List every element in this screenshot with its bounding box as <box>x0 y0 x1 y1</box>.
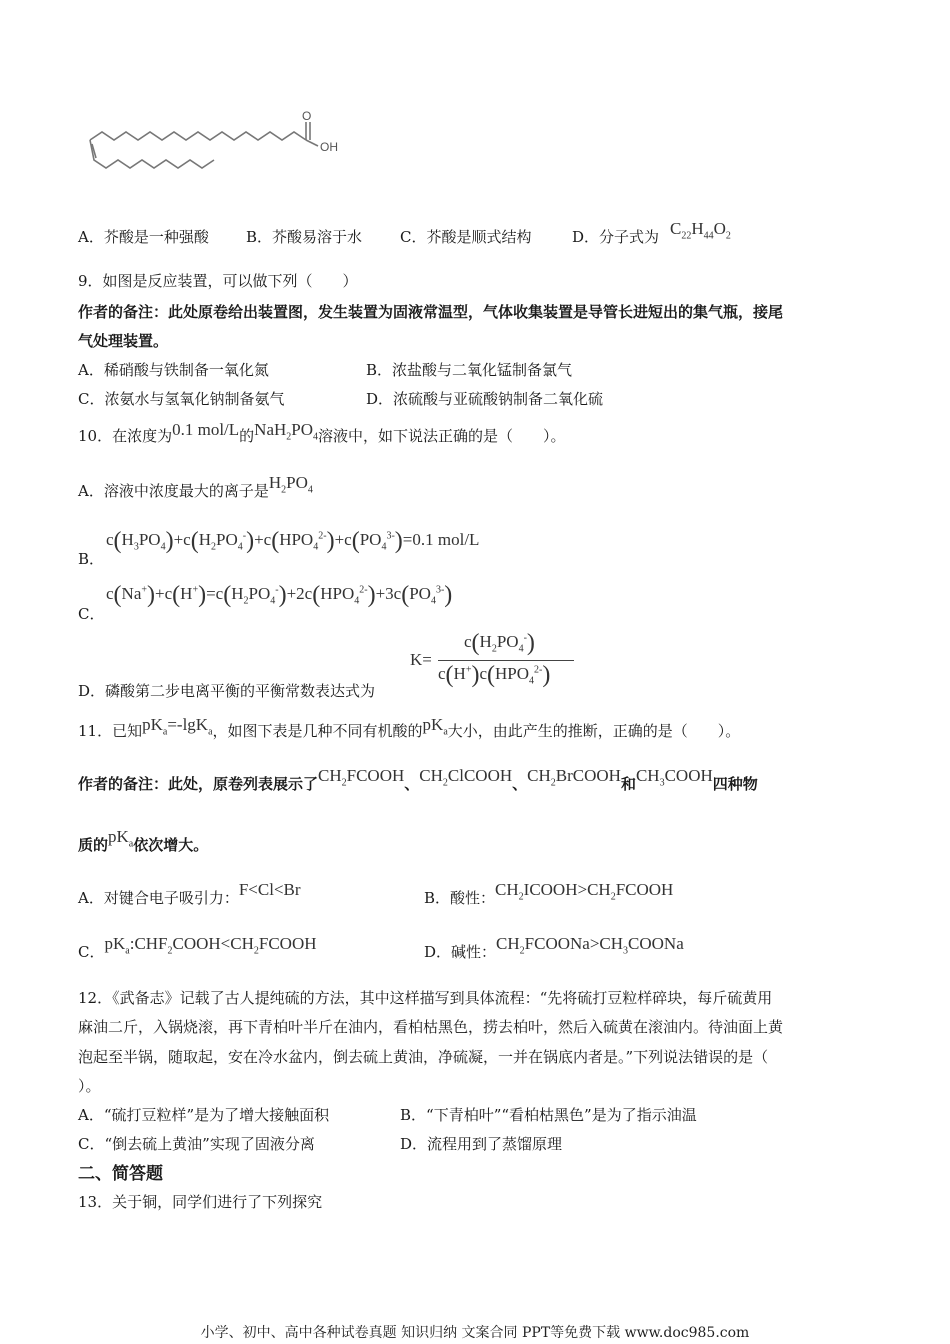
q9-option-d: D．浓硫酸与亚硫酸钠制备二氧化硫 <box>366 390 604 408</box>
q12-option-a: A．“硫打豆粒样”是为了增大接触面积 <box>78 1106 330 1124</box>
q10-equation-b: $c(H_3PO_4)+c(H_2PO_4^-)+c(HPO_4^{2-})+c(PO_4^{3-})=0.1$ mol/L <box>106 528 480 554</box>
q11-option-a: A．对键合电子吸引力：F<Cl<Br <box>78 880 301 907</box>
q12-line3: 泡起至半锅，随取起，安在冷水盆内，倒去硫上黄油，净硫凝，一并在锅底内者是。”下列说法错误的是（ <box>78 1048 769 1066</box>
q11-stem: 11．已知$pK_a=-\lg K_a$，如图下表是几种不同有机酸的$pK_a$大小，由此产生的推断，正确的是（ ）。 <box>78 715 741 740</box>
ion-formula: $H_2PO_4$ <box>268 473 313 496</box>
carbon-chain-lower <box>90 140 214 168</box>
q9-option-b: B．浓盐酸与二氧化锰制备氯气 <box>366 361 573 379</box>
q12-line2: 麻油二斤，入锅烧滚，再下青柏叶半斤在油内，看柏枯黑色，捞去柏叶，然后入硫黄在滚油内。待油面上黄 <box>78 1018 784 1036</box>
section-heading: 二、简答题 <box>78 1164 163 1184</box>
q12-option-b: B．“下青柏叶”“看柏枯黑色”是为了指示油温 <box>400 1106 697 1124</box>
q10-stem: 10．在浓度为0.1 mol/L的$NaH_2PO_4$溶液中，如下说法正确的是（ ）。 <box>78 420 566 445</box>
q8-option-b: B．芥酸易溶于水 <box>246 228 363 246</box>
oxygen-label: O <box>302 109 312 123</box>
carbon-chain-upper <box>90 132 306 140</box>
q10-option-c: C． <box>78 605 105 623</box>
q12-line1: 12．《武备志》记载了古人提纯硫的方法，其中这样描写到具体流程：“先将硫打豆粒样碎块，每斤硫黄用 <box>78 989 773 1007</box>
q10-option-b: B． <box>78 550 105 568</box>
concentration-value: 0.1 mol/L <box>172 420 240 439</box>
erucic-acid-structure <box>80 108 370 188</box>
hydroxyl-label: OH <box>320 140 338 154</box>
q8-option-d: D．分子式为 $C_{22}H_{44}O_2$ <box>572 219 731 246</box>
q10-option-d: D．磷酸第二步电离平衡的平衡常数表达式为 <box>78 682 376 700</box>
q10-option-a: A．溶液中浓度最大的离子是$H_2PO_4$ <box>78 473 313 500</box>
q8-option-c: C．芥酸是顺式结构 <box>400 228 532 246</box>
q12-option-c: C．“倒去硫上黄油”实现了固液分离 <box>78 1135 315 1153</box>
q13-stem: 13．关于铜，同学们进行了下列探究 <box>78 1193 323 1211</box>
q12-option-d: D．流程用到了蒸馏原理 <box>400 1135 563 1153</box>
q8-option-a: A．芥酸是一种强酸 <box>78 228 209 246</box>
q12-line4: ）。 <box>78 1077 101 1095</box>
q9-option-a: A．稀硝酸与铁制备一氧化氮 <box>78 361 269 379</box>
q9-note-line1: 作者的备注：此处原卷给出装置图，发生装置为固液常温型，气体收集装置是导管长进短出的集气瓶，接尾 <box>78 303 784 321</box>
salt-formula: $NaH_2PO_4$ <box>254 420 319 443</box>
q11-note-line1: 作者的备注：此处，原卷列表展示了$CH_2FCOOH$、$CH_2ClCOOH$、$CH_2BrCOOH$和$CH_3COOH$四种物 <box>78 766 758 793</box>
q11-note-line2: 质的$pK_a$依次增大。 <box>78 827 209 854</box>
q9-option-c: C．浓氨水与氢氧化钠制备氨气 <box>78 390 285 408</box>
q11-option-c: C．$pK_a:CHF_2COOH<CH_2FCOOH$ <box>78 934 317 961</box>
equilibrium-constant: K= $c(H_2PO_4^-)$ $c(H^+)c(HPO_4^{2-})$ <box>410 630 580 690</box>
q11-option-b: B．酸性：$CH_2ICOOH>CH_2FCOOH$ <box>424 880 674 907</box>
q10-equation-c: $c(Na^+)+c(H^+)=c(H_2PO_4^-)+2c(HPO_4^{2-})+3c(PO_4^{3-})$ <box>106 582 453 608</box>
page-footer[interactable]: 小学、初中、高中各种试卷真题 知识归纳 文案合同 PPT等免费下载 www.doc985.com <box>200 1325 750 1341</box>
q11-option-d: D．碱性：$CH_2FCOONa>CH_3COONa$ <box>424 934 684 961</box>
q9-stem: 9．如图是反应装置，可以做下列（ ） <box>78 272 358 290</box>
q9-note-line2: 气处理装置。 <box>78 332 169 350</box>
